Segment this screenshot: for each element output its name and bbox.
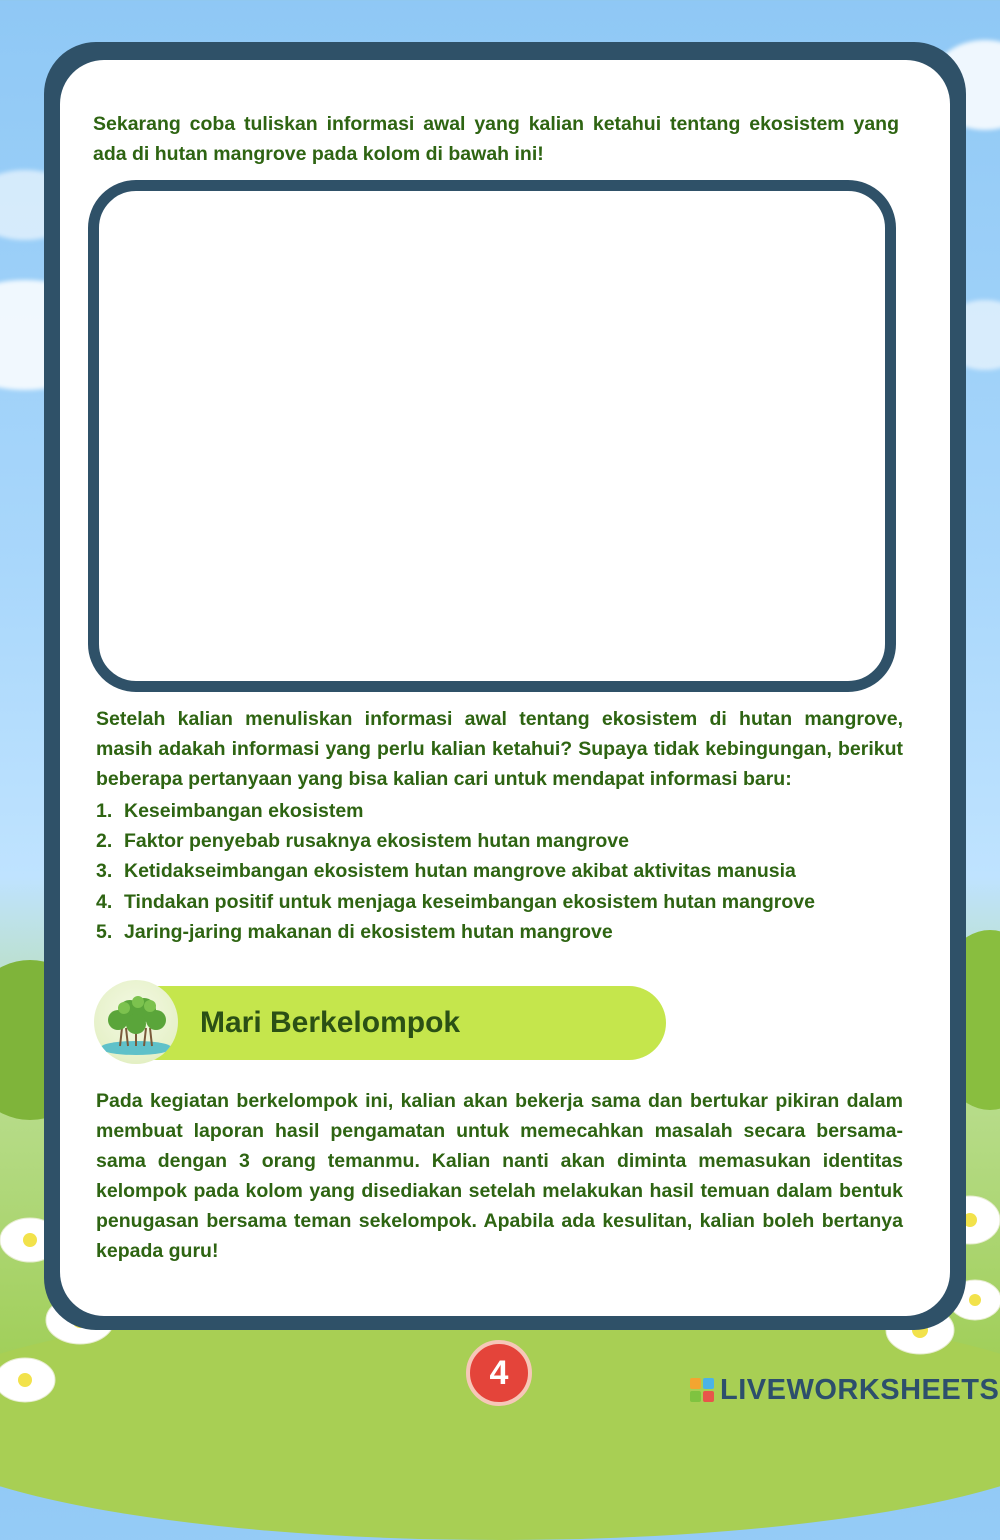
list-item-text: Tindakan positif untuk menjaga keseimbangan ekosistem hutan mangrove — [124, 890, 815, 913]
list-item-text: Ketidakseimbangan ekosistem hutan mangrove akibat aktivitas manusia — [124, 860, 796, 883]
intro-instruction: Sekarang coba tuliskan informasi awal yang kalian ketahui tentang ekosistem yang ada di hutan mangrove pada kolom di bawah ini! — [93, 113, 899, 165]
section-title: Mari Berkelompok — [200, 1006, 461, 1039]
list-item — [96, 796, 815, 826]
list-item-number: 1. — [96, 800, 113, 822]
answer-textarea[interactable] — [99, 191, 885, 681]
group-activity-paragraph: Pada kegiatan berkelompok ini, kalian akan bekerja sama dan bertukar pikiran dalam membuat laporan hasil pengamatan untuk memecahkan masalah secara bersama-sama dengan 3 orang temanmu. Kalian nanti akan diminta memasukan identitas kelompok pada kolom yang disediakan setelah melakukan hasil temuan dalam bentuk penugasan bersama teman sekelompok. Apabila ada kesulitan, kalian boleh bertanya kepada guru! — [96, 1090, 903, 1262]
answer-box — [88, 180, 896, 692]
list-item — [96, 856, 815, 886]
list-item-number: 4. — [96, 890, 113, 913]
list-item-number: 2. — [96, 830, 113, 853]
list-item — [96, 917, 815, 947]
followup-paragraph: Setelah kalian menuliskan informasi awal tentang ekosistem di hutan mangrove, masih adakah informasi yang perlu kalian ketahui? Supaya tidak kebingungan, berikut beberapa pertanyaan yang bisa kalian cari untuk mendapat informasi baru: — [96, 708, 903, 790]
brand-name: LIVEWORKSHEETS — [720, 1373, 1000, 1406]
list-item-number: 5. — [96, 920, 113, 943]
question-list — [96, 796, 815, 947]
grass-bottom — [0, 1300, 1000, 1540]
list-item-number: 3. — [96, 860, 113, 883]
list-item — [96, 826, 815, 856]
liveworksheets-logo-icon — [690, 1378, 714, 1402]
list-item — [96, 887, 815, 917]
list-item-text: Faktor penyebab rusaknya ekosistem hutan mangrove — [124, 830, 630, 853]
section-badge — [94, 980, 178, 1064]
page-number-badge: 4 — [466, 1340, 532, 1406]
list-item-text: Keseimbangan ekosistem — [124, 800, 364, 822]
mangrove-tree-icon — [94, 980, 178, 1064]
brand-logo[interactable] — [690, 1372, 999, 1408]
list-item-text: Jaring-jaring makanan di ekosistem hutan mangrove — [124, 920, 613, 943]
